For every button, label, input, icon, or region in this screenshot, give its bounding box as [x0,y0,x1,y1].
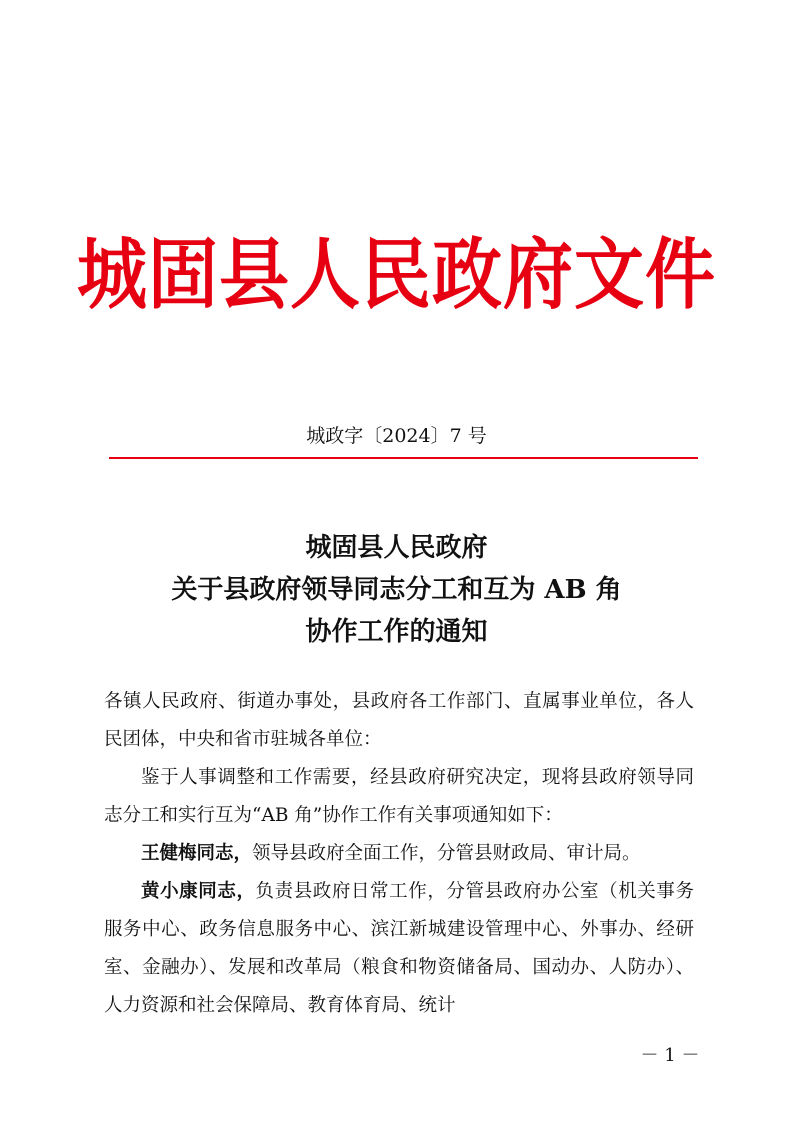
intro-paragraph: 鉴于人事调整和工作需要，经县政府研究决定，现将县政府领导同志分工和实行互为“AB 角”协作工作有关事项通知如下： [104,767,694,826]
assignment-paragraph [104,835,694,873]
notice-title-line-3: 协作工作的通知 [305,617,488,647]
person-duty: 领导县政府全面工作，分管县财政局、审计局。 [252,843,641,864]
red-separator-line [109,457,698,459]
document-number: 城政字〔2024〕7 号 [306,425,487,447]
assignment-paragraph [104,873,694,1025]
notice-title-line-2: 关于县政府领导同志分工和互为 AB 角 [171,575,622,605]
person-duty: 负责县政府日常工作，分管县政府办公室（机关事务服务中心、政务信息服务中心、滨江新城建设管理中心、外事办、经研室、金融办）、发展和改革局（粮食和物资储备局、国动办、人防办）、人力资源和社会保障局、教育体育局、统计 [104,881,694,1016]
notice-title [60,527,733,653]
person-name: 王健梅同志， [141,843,253,864]
salutation: 各镇人民政府、街道办事处，县政府各工作部门、直属事业单位，各人民团体，中央和省市驻城各单位： [104,691,694,750]
page-number: － 1 － [640,1045,700,1066]
notice-title-line-1: 城固县人民政府 [305,533,488,563]
person-name: 黄小康同志， [141,881,256,902]
document-header-title: 城固县人民政府文件 [77,228,716,321]
document-body [104,683,694,1025]
